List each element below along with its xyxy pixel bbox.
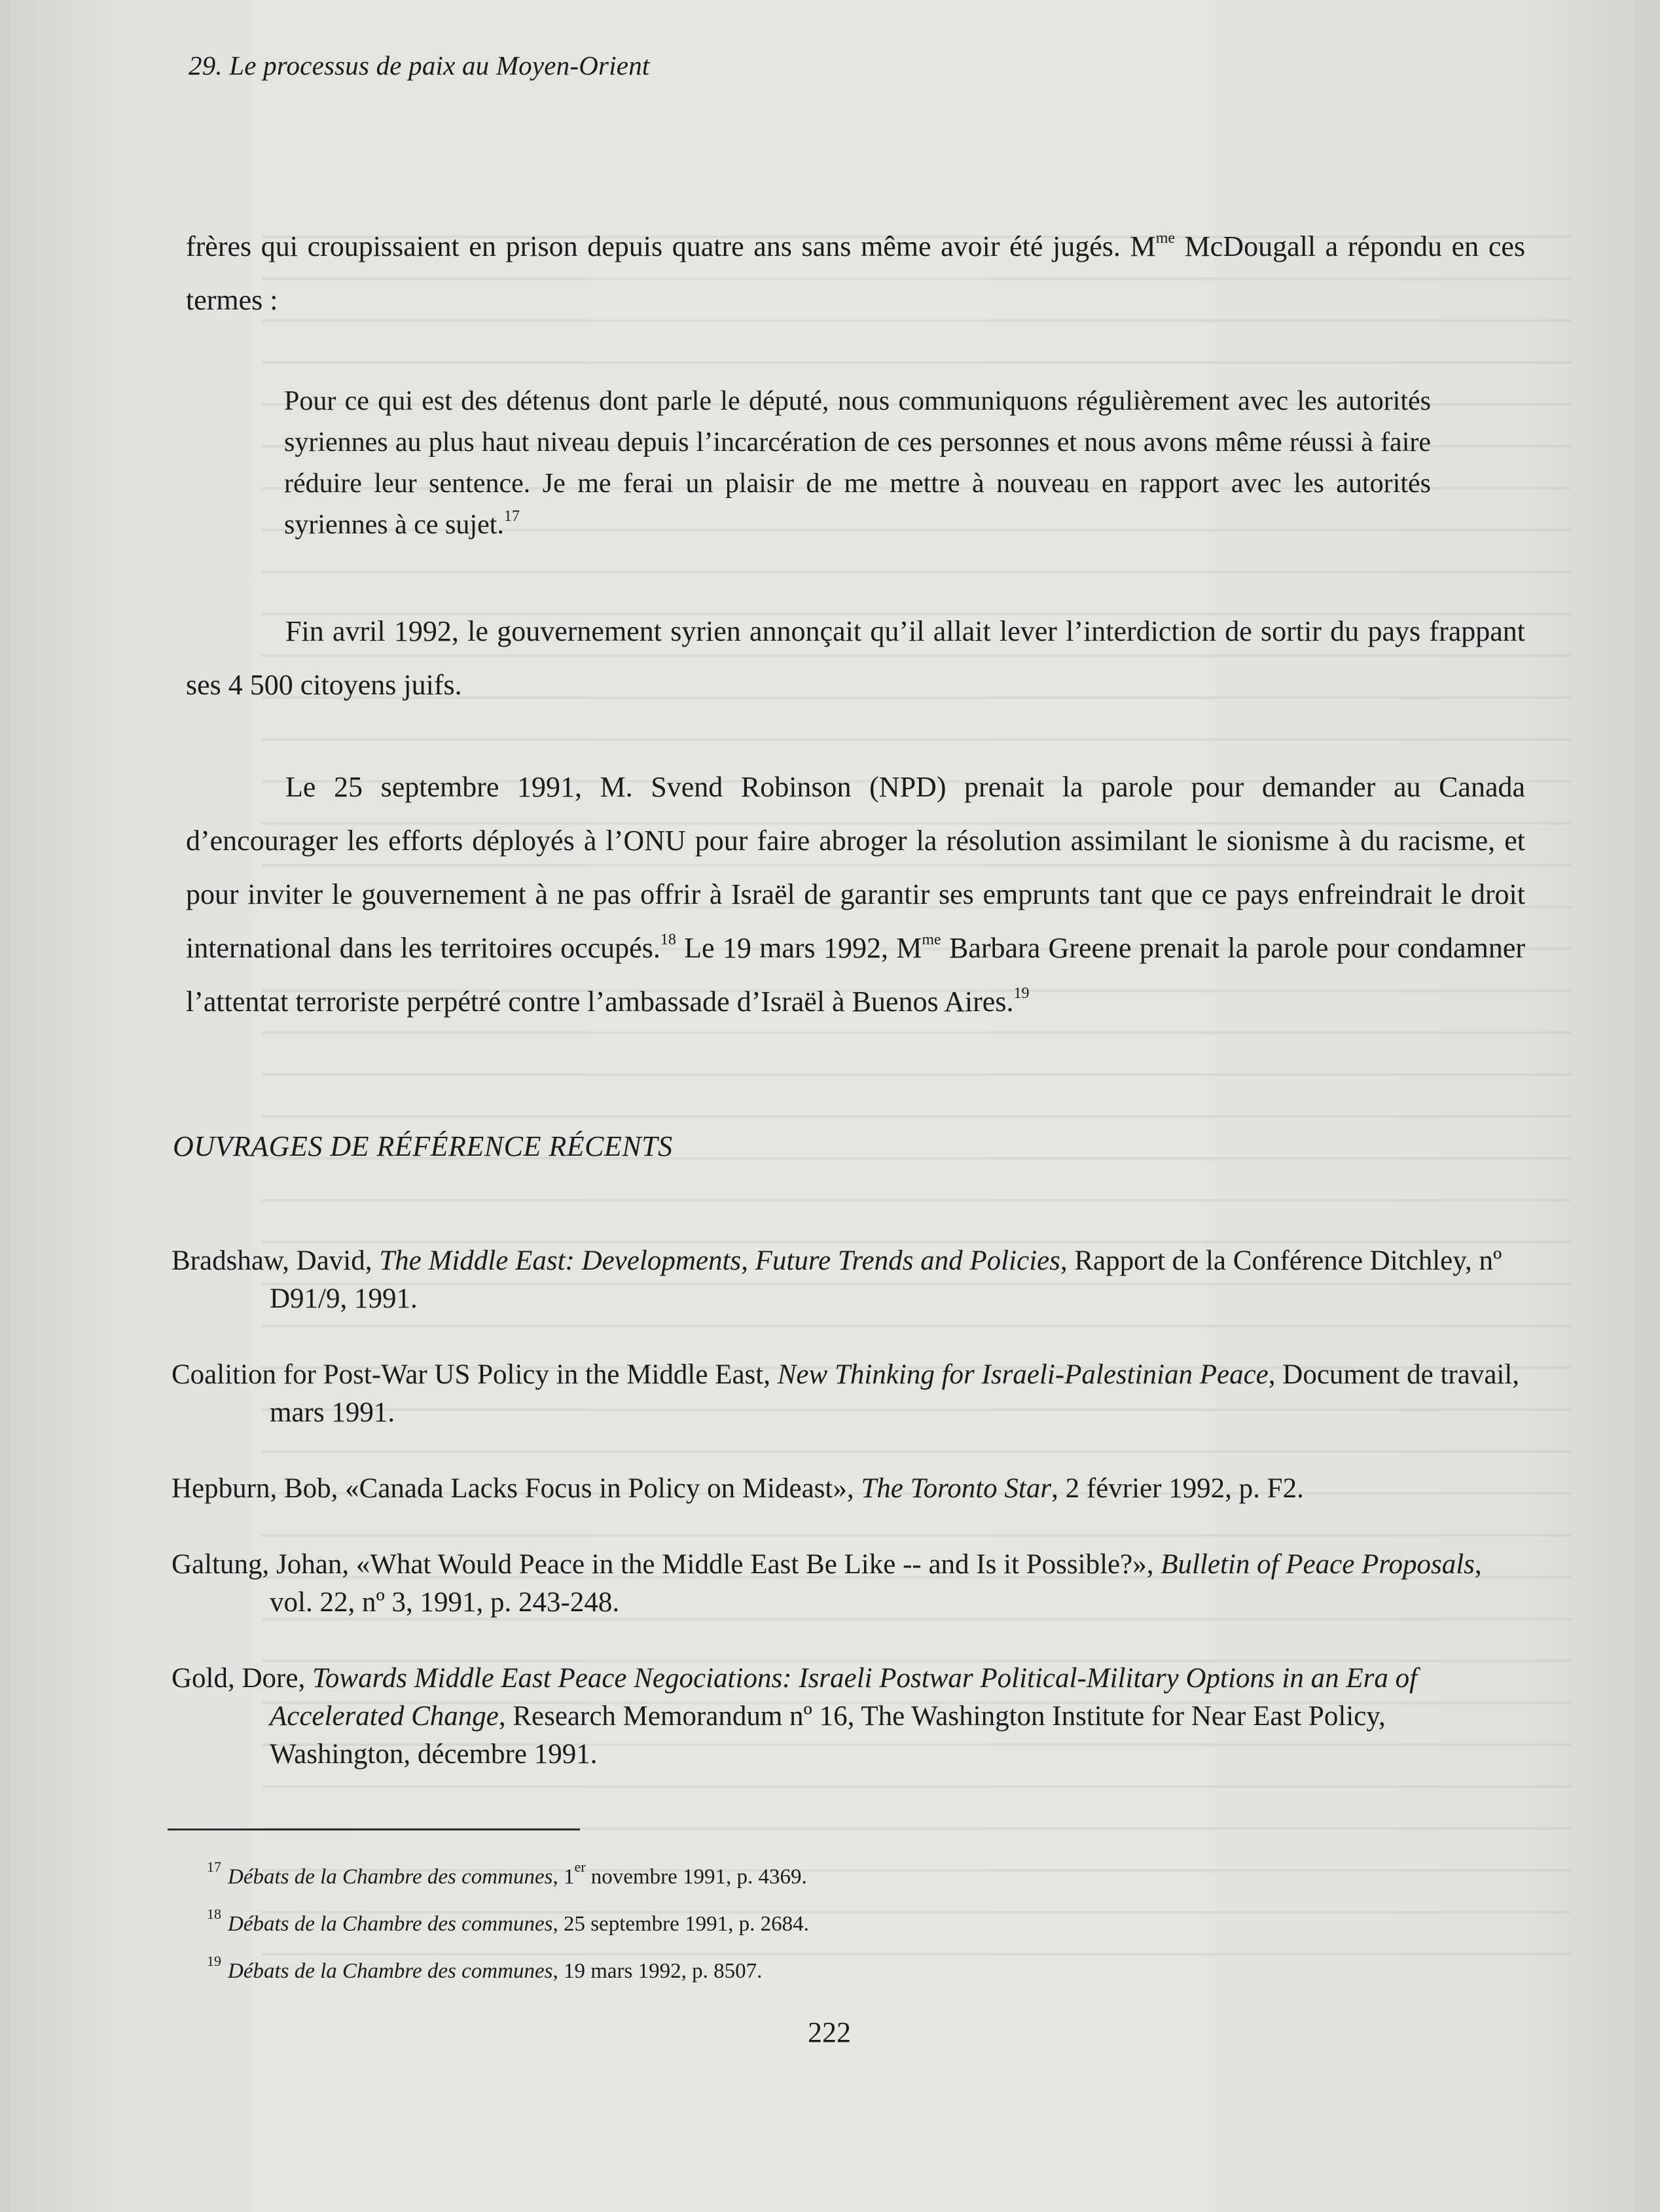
superscript: me [922, 931, 941, 949]
footnote-details: , 25 septembre 1991, p. 2684. [552, 1912, 809, 1936]
paragraph-avril: Fin avril 1992, le gouvernement syrien annonçait qu’il allait lever l’interdiction de sortir du pays frappant ses 4 500 citoyens juifs. [186, 615, 1525, 701]
footnote-details: , 1 [552, 1865, 575, 1889]
ref-author: Bradshaw, David, [171, 1245, 380, 1276]
paragraph-robinson [186, 760, 1525, 1029]
footnote-item [207, 1948, 809, 1995]
reference-list [171, 1242, 1520, 1811]
superscript: er [574, 1859, 586, 1875]
footnote-ref: 19 [1013, 985, 1030, 1003]
section-heading: OUVRAGES DE RÉFÉRENCE RÉCENTS [173, 1130, 673, 1162]
reference-item [171, 1660, 1520, 1774]
ref-title: Towards Middle East Peace Negociations: Israeli Postwar Political-Military Options in an Era of Accelerated Change [270, 1663, 1418, 1732]
ref-details: , 2 février 1992, p. F2. [1051, 1473, 1304, 1504]
ref-author: Galtung, Johan, «What Would Peace in the Middle East Be Like -- and Is it Possible?», [171, 1549, 1161, 1580]
reference-item [171, 1242, 1520, 1318]
paragraph-continuation [186, 220, 1525, 327]
ref-title: The Middle East: Developments, Future Trends and Policies [379, 1245, 1060, 1276]
footnote-number: 19 [207, 1953, 221, 1969]
block-quote [284, 381, 1431, 546]
footnote-details: novembre 1991, p. 4369. [585, 1865, 807, 1889]
ref-details: , vol. 22, nº 3, 1991, p. 243-248. [270, 1549, 1482, 1618]
superscript: me [1155, 230, 1176, 247]
footnote-item [207, 1900, 809, 1948]
text-span: Le 25 septembre 1991, M. Svend Robinson (NPD) prenait la parole pour demander au Canada d’encourager les efforts déployés à l’ONU pour faire abroger la résolution assimilant le sionisme à du racisme, et pour inviter le gouvernement à ne pas offrir à Israël de garantir ses emprunts tant que ce pays enfreindrait le droit international dans les territoires occupés. [186, 771, 1525, 964]
ref-title: Bulletin of Peace Proposals [1161, 1549, 1475, 1580]
ref-author: Gold, Dore, [171, 1663, 312, 1694]
footnote-ref: 18 [660, 931, 676, 949]
page-number: 222 [808, 2016, 851, 2048]
reference-item [171, 1546, 1520, 1622]
ref-title: The Toronto Star [861, 1473, 1052, 1504]
footnote-number: 18 [207, 1906, 221, 1922]
ref-author: Coalition for Post-War US Policy in the Middle East, [171, 1359, 778, 1390]
footnote-source: Débats de la Chambre des communes [228, 1912, 553, 1936]
running-head: 29. Le processus de paix au Moyen-Orient [189, 50, 650, 80]
text-span: Barbara Greene prenait la parole pour condamner l’attentat terroriste perpétré contre l’ambassade d’Israël à Buenos Aires. [186, 932, 1525, 1018]
ref-details: , Rapport de la Conférence Ditchley, nº D91/9, 1991. [270, 1245, 1502, 1314]
footnote-item [207, 1853, 809, 1900]
reference-item [171, 1356, 1520, 1432]
footnote-details: , 19 mars 1992, p. 8507. [552, 1959, 763, 1983]
footnote-ref: 17 [503, 508, 520, 525]
ref-author: Hepburn, Bob, «Canada Lacks Focus in Policy on Mideast», [171, 1473, 861, 1504]
ref-details: , Document de travail, mars 1991. [270, 1359, 1520, 1428]
footnotes [207, 1853, 809, 1995]
text-span: frères qui croupissaient en prison depuis quatre ans sans même avoir été jugés. M [186, 230, 1156, 262]
reference-item [171, 1470, 1520, 1508]
ref-title: New Thinking for Israeli-Palestinian Peace [777, 1359, 1269, 1390]
footnote-number: 17 [207, 1859, 221, 1875]
text-span: Le 19 mars 1992, M [676, 932, 922, 964]
footnote-source: Débats de la Chambre des communes [228, 1959, 553, 1983]
text-span: McDougall a répondu en ces termes : [186, 230, 1525, 316]
footnote-divider [168, 1828, 580, 1830]
footnote-source: Débats de la Chambre des communes [228, 1865, 553, 1889]
ref-details: , Research Memorandum nº 16, The Washington Institute for Near East Policy, Washington, décembre 1991. [270, 1701, 1386, 1770]
quote-text: Pour ce qui est des détenus dont parle le député, nous communiquons régulièrement avec les autorités syriennes au plus haut niveau depuis l’incarcération de ces personnes et nous avons même réussi à faire réduire leur sentence. Je me ferai un plaisir de me mettre à nouveau en rapport avec les autorités syriennes à ce sujet. [284, 386, 1431, 540]
